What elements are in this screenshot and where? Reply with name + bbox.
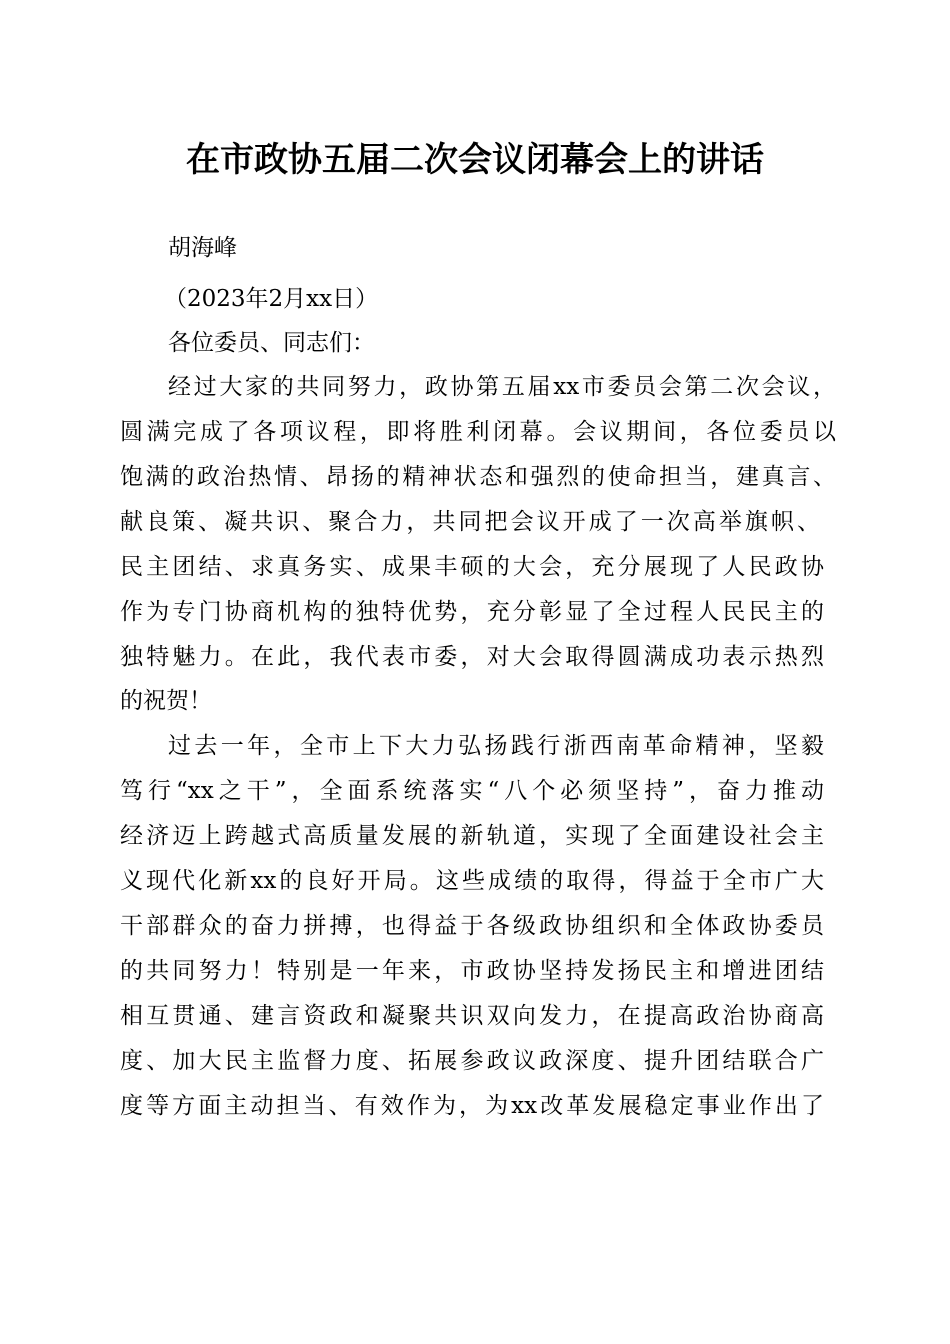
- paragraph-2-line-3: 经济迈上跨越式高质量发展的新轨道，实现了全面建设社会主: [120, 823, 824, 849]
- salutation: 各位委员、同志们：: [168, 330, 375, 356]
- paragraph-1-line-5: 民主团结、求真务实、成果丰硕的大会，充分展现了人民政协: [120, 554, 824, 580]
- document-title: 在市政协五届二次会议闭幕会上的讲话: [186, 140, 764, 180]
- paragraph-2-line-8: 度、加大民主监督力度、拓展参政议政深度、提升团结联合广: [120, 1048, 824, 1074]
- paragraph-1-line-2: 圆满完成了各项议程，即将胜利闭幕。会议期间，各位委员以: [120, 419, 836, 445]
- paragraph-2-line-1: 过去一年，全市上下大力弘扬践行浙西南革命精神，坚毅: [168, 733, 824, 759]
- paragraph-2-line-2: 笃行“xx之干”，全面系统落实“八个必须坚持”，奋力推动: [120, 778, 824, 804]
- paragraph-1-line-8: 的祝贺！: [120, 688, 212, 714]
- paragraph-1-line-6: 作为专门协商机构的独特优势，充分彰显了全过程人民民主的: [120, 599, 824, 625]
- paragraph-1-line-4: 献良策、凝共识、聚合力，共同把会议开成了一次高举旗帜、: [120, 509, 820, 535]
- paragraph-1-line-1: 经过大家的共同努力，政协第五届xx市委员会第二次会议，: [168, 374, 836, 400]
- paragraph-2-line-5: 干部群众的奋力拼搏，也得益于各级政协组织和全体政协委员: [120, 913, 824, 939]
- paragraph-1-line-3: 饱满的政治热情、昂扬的精神状态和强烈的使命担当，建真言、: [120, 464, 836, 490]
- speech-date: （2023年2月xx日）: [164, 286, 379, 312]
- paragraph-2-line-7: 相互贯通、建言资政和凝聚共识双向发力，在提高政治协商高: [120, 1003, 824, 1029]
- paragraph-1-line-7: 独特魅力。在此，我代表市委，对大会取得圆满成功表示热烈: [120, 644, 824, 670]
- author-name: 胡海峰: [168, 235, 237, 261]
- paragraph-2-line-6: 的共同努力！特别是一年来，市政协坚持发扬民主和增进团结: [120, 958, 824, 984]
- paragraph-2-line-9: 度等方面主动担当、有效作为，为xx改革发展稳定事业作出了: [120, 1093, 824, 1119]
- paragraph-2-line-4: 义现代化新xx的良好开局。这些成绩的取得，得益于全市广大: [120, 868, 824, 894]
